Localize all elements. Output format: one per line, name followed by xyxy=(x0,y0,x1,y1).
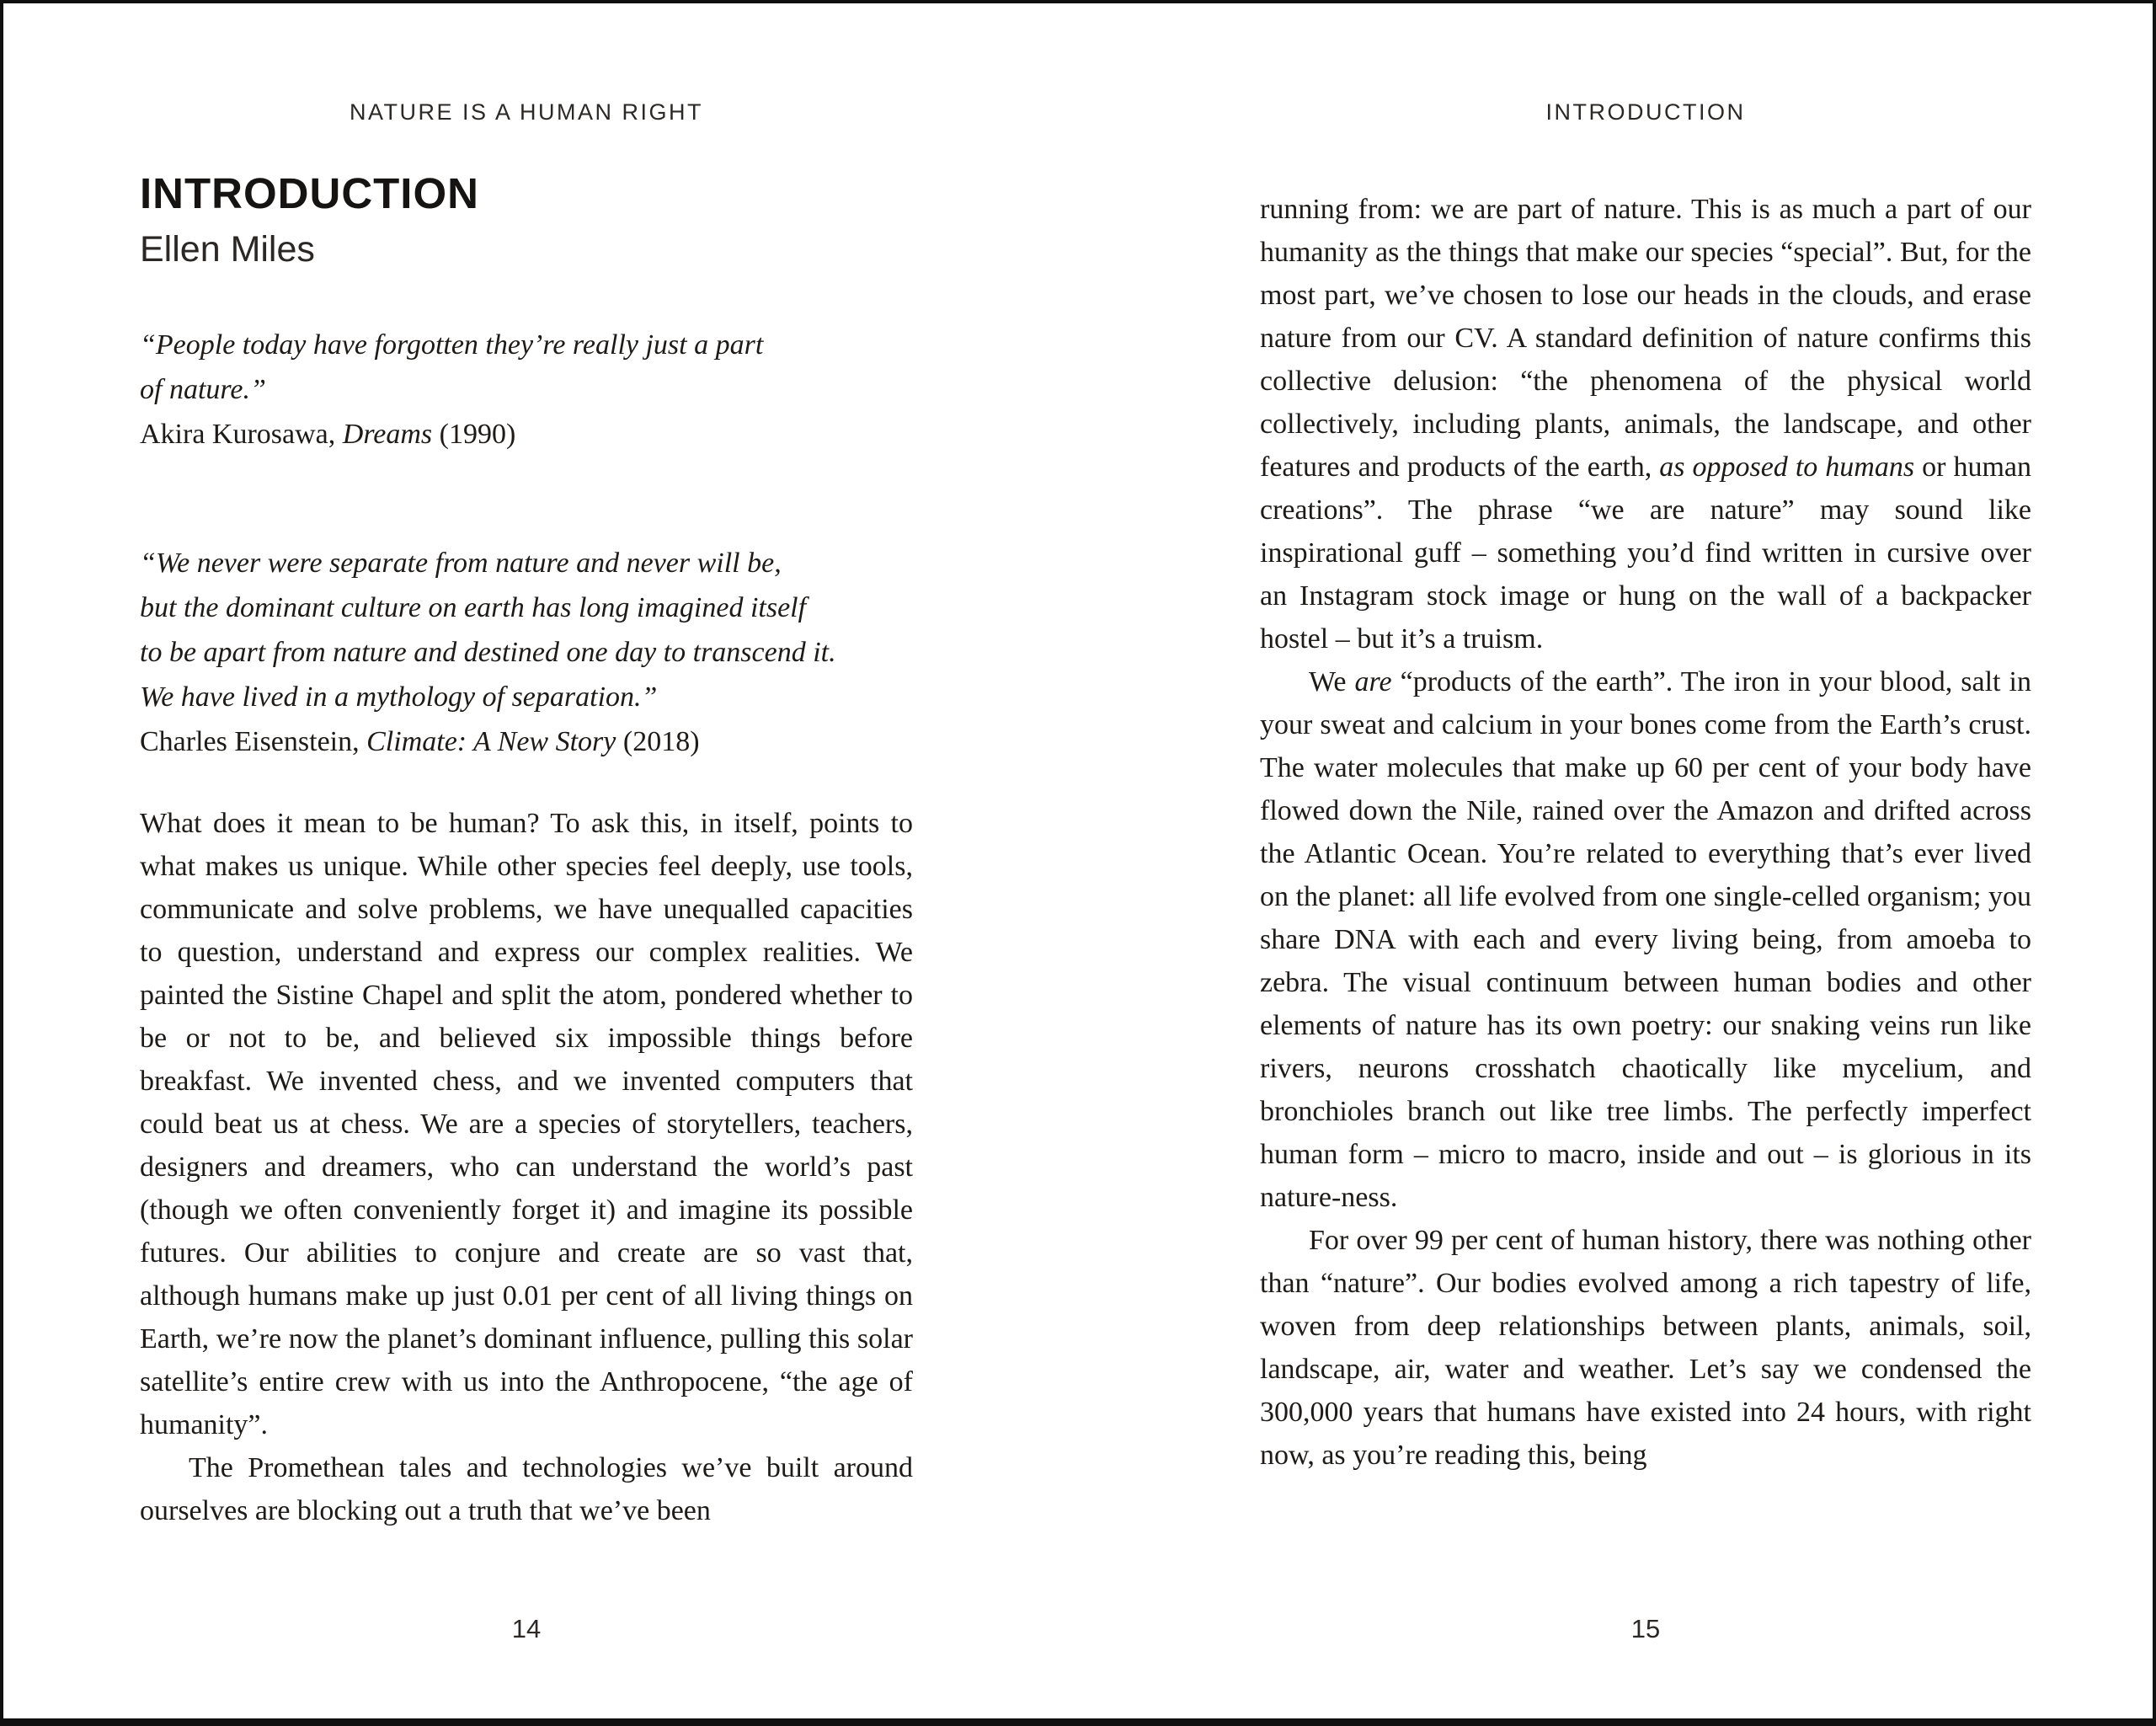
epigraphs xyxy=(140,323,913,764)
epigraph-line: “We never were separate from nature and never will be, xyxy=(140,548,782,579)
epigraph-quote xyxy=(140,541,913,764)
page-right xyxy=(1260,0,2031,1726)
epigraph-line: of nature.” xyxy=(140,374,266,405)
page-number-right: 15 xyxy=(1630,1614,1661,1643)
paragraph-text: For over 99 per cent of human history, there was nothing other than “nature”. Our bodies evolved among a rich tapestry of life, woven from deep relationships between plants, animals, soil, landscape, air, water and weather. Let’s say we condensed the 300,000 years that humans have existed into 24 hours, with right now, as you’re reading this, being xyxy=(1260,1225,2031,1471)
attribution-text: (1990) xyxy=(432,419,516,450)
running-head-left: NATURE IS A HUMAN RIGHT xyxy=(349,99,704,125)
epigraph-attribution xyxy=(140,412,913,457)
paragraph-text: What does it mean to be human? To ask this, in itself, points to what makes us unique. While other species feel deeply, use tools, communicate and solve problems, we have unequalled capacities to question, understand and express our complex realities. We painted the Sistine Chapel and split the atom, pondered whether to be or not to be, and believed six impossible things before breakfast. We invented chess, and we invented computers that could beat us at chess. We are a species of storytellers, teachers, designers and dreamers, who can understand the world’s past (though we often conveniently forget it) and imagine its possible futures. Our abilities to conjure and create are so vast that, although humans make up just 0.01 per cent of all living things on Earth, we’re now the planet’s dominant influence, pulling this solar satellite’s entire crew with us into the Anthropocene, “the age of humanity”. xyxy=(140,808,913,1440)
paragraph-text: “products of the earth”. The iron in your blood, salt in your sweat and calcium in your bones come from the Earth’s crust. The water molecules that make up 60 per cent of your body have flowed down the Nile, rained over the Amazon and drifted across the Atlantic Ocean. You’re related to everything that’s ever lived on the planet: all life evolved from one single-celled organism; you share DNA with each and every living being, from amoeba to zebra. The visual continuum between human bodies and other elements of nature has its own poetry: our snaking veins run like rivers, neurons crosshatch chaotically like mycelium, and bronchioles branch out like tree limbs. The perfectly imperfect human form – micro to macro, inside and out – is glorious in its nature-ness. xyxy=(1260,666,2031,1213)
page-number-left: 14 xyxy=(511,1614,542,1643)
epigraph-line: We have lived in a mythology of separation.” xyxy=(140,681,658,713)
body-paragraph xyxy=(1260,660,2031,1219)
body-paragraph xyxy=(1260,1219,2031,1477)
epigraph-line: “People today have forgotten they’re really just a part xyxy=(140,329,764,361)
page-left xyxy=(140,0,913,1726)
work-title: Dreams xyxy=(342,419,433,450)
epigraph-attribution xyxy=(140,719,913,764)
chapter-author: Ellen Miles xyxy=(140,229,315,270)
attribution-text: Akira Kurosawa, xyxy=(140,419,343,450)
body-paragraph xyxy=(140,802,913,1446)
epigraph-line: but the dominant culture on earth has long imagined itself xyxy=(140,592,807,623)
epigraph-quote xyxy=(140,323,913,457)
attribution-text: Charles Eisenstein, xyxy=(140,726,367,757)
paragraph-text: We xyxy=(1309,666,1355,697)
chapter-title: INTRODUCTION xyxy=(140,169,479,217)
body-paragraph xyxy=(140,1446,913,1532)
attribution-text: (2018) xyxy=(616,726,700,757)
italic-phrase: as opposed to humans xyxy=(1659,452,1915,483)
body-text-left xyxy=(140,802,913,1532)
paragraph-text: The Promethean tales and technologies we’ve built around ourselves are blocking out a truth that we’ve been xyxy=(140,1452,913,1526)
paragraph-text: or human creations”. The phrase “we are nature” may sound like inspirational guff – something you’d find written in cursive over an Instagram stock image or hung on the wall of a backpacker hostel – but it’s a truism. xyxy=(1260,452,2031,655)
work-title: Climate: A New Story xyxy=(366,726,616,757)
running-head-right: INTRODUCTION xyxy=(1545,99,1746,125)
italic-phrase: are xyxy=(1354,666,1392,697)
body-text-right xyxy=(1260,188,2031,1477)
body-paragraph xyxy=(1260,188,2031,660)
epigraph-line: to be apart from nature and destined one day to transcend it. xyxy=(140,637,836,668)
paragraph-text: running from: we are part of nature. This is as much a part of our humanity as the things that make our species “special”. But, for the most part, we’ve chosen to lose our heads in the clouds, and erase nature from our CV. A standard definition of nature confirms this collective delusion: “the phenomena of the physical world collectively, including plants, animals, the landscape, and other features and products of the earth, xyxy=(1260,194,2031,483)
